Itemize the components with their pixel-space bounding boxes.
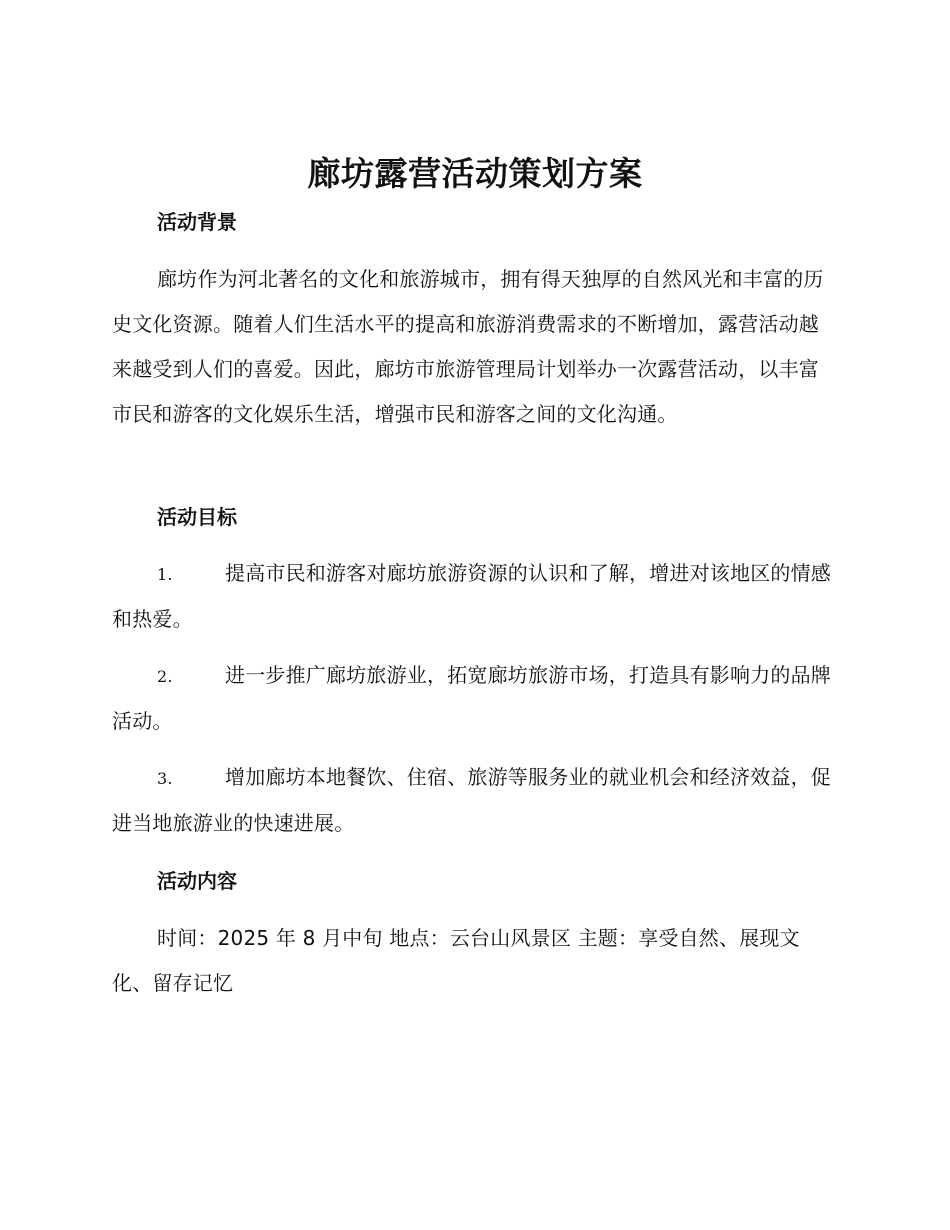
goal-item-1	[112, 551, 834, 642]
section-heading-background: 活动背景	[157, 210, 237, 234]
section-heading-content: 活动内容	[157, 869, 237, 893]
goal-item-text: 提高市民和游客对廊坊旅游资源的认识和了解，增进对该地区的情感和热爱。	[112, 561, 831, 631]
document-title: 廊坊露营活动策划方案	[307, 154, 643, 193]
goal-item-3	[112, 755, 834, 846]
content-paragraph: 时间：2025 年 8 月中旬 地点：云台山风景区 主题：享受自然、展现文化、留存记忆	[112, 926, 800, 995]
goal-item-2	[112, 653, 834, 744]
goal-item-number: 1.	[157, 565, 173, 584]
goal-item-text: 增加廊坊本地餐饮、住宿、旅游等服务业的就业机会和经济效益，促进当地旅游业的快速进展。	[112, 765, 831, 835]
goal-item-number: 2.	[157, 667, 173, 686]
goal-item-number: 3.	[157, 769, 173, 788]
background-paragraph: 廊坊作为河北著名的文化和旅游城市，拥有得天独厚的自然风光和丰富的历史文化资源。随着人们生活水平的提高和旅游消费需求的不断增加，露营活动越来越受到人们的喜爱。因此，廊坊市旅游管理局计划举办一次露营活动，以丰富市民和游客的文化娱乐生活，增强市民和游客之间的文化沟通。	[112, 267, 824, 426]
goal-item-text: 进一步推广廊坊旅游业，拓宽廊坊旅游市场，打造具有影响力的品牌活动。	[112, 663, 831, 733]
section-heading-goals: 活动目标	[157, 505, 237, 529]
